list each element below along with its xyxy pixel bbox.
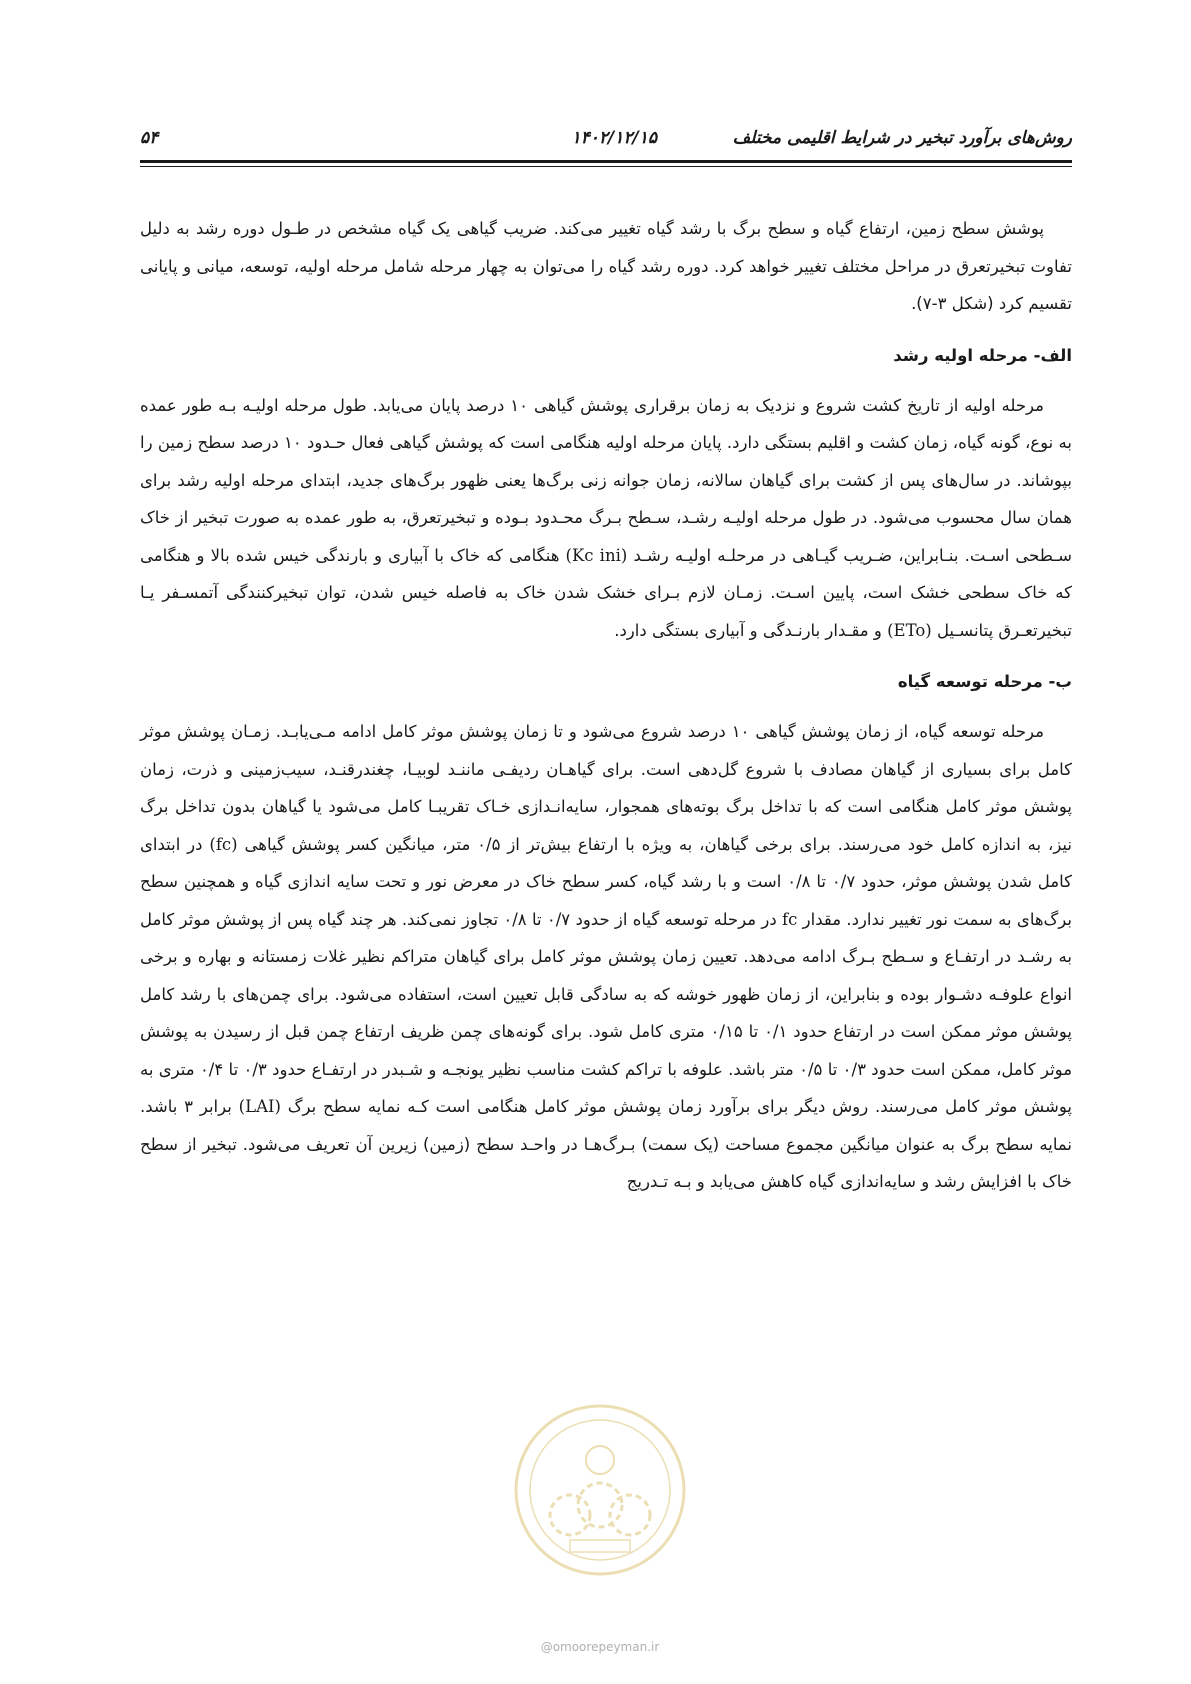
document-body bbox=[140, 210, 1072, 1201]
fc-term-inline: fc bbox=[781, 909, 798, 929]
section-heading-initial-stage: الف- مرحله اولیه رشد bbox=[893, 345, 1072, 365]
header-rule-thick bbox=[140, 160, 1072, 163]
eto-term: (ETo) bbox=[887, 620, 932, 640]
kc-ini-term: (Kc ini) bbox=[565, 545, 628, 565]
page-header bbox=[140, 120, 1072, 156]
page-number: ۵۴ bbox=[140, 128, 159, 148]
running-title: روش‌های برآورد تبخیر در شرایط اقلیمی مختلف bbox=[732, 128, 1072, 148]
development-stage-paragraph: مرحله توسعه گیاه، از زمان پوشش گیاهی ۱۰ درصد شروع می‌شود و تا زمان پوشش موثر کامل ادامه مـی‌یابـد. زمـان پوشش موثر کامل برای بسیاری از گیاهان مصادف با شروع گل‌دهی است. برای گیاهـان ردیفـی ماننـد لوبیـا، چغندرقنـد، سیب‌زمینی و ذرت، زمان پوشش موثر کامل هنگامی است که با تداخل برگ بوته‌های همجوار، سایه‌انـدازی خـاک تقریبـا کامل می‌شود یا گیاهان بدون تداخل برگ نیز، به اندازه کامل خود می‌رسند. برای برخی گیاهان، به ویژه با ارتفاع بیش‌تر از ۰/۵ متر، میانگین کسر پوشش گیاهی (fc) در ابتدای کامل شدن پوشش موثر، حدود ۰/۷ تا ۰/۸ است و با رشد گیاه، کسر سطح خاک در معرض نور و تحت سایه اندازی گیاه و همچنین سطح برگ‌های به سمت نور تغییر ندارد. مقدار fc در مرحله توسعه گیاه از حدود ۰/۷ تا ۰/۸ تجاوز نمی‌کند. هر چند گیاه پس از پوشش موثر کامل به رشـد در ارتفـاع و سـطح بـرگ ادامه می‌دهد. تعیین زمان پوشش موثر کامل برای گیاهان متراکم نظیر غلات زمستانه و بهاره و برخی انواع علوفـه دشـوار بوده و بنابراین، از زمان ظهور خوشه که به سادگی قابل تعیین است، استفاده می‌شود. برای چمن‌های با رشد کامل پوشش موثر ممکن است در ارتفاع حدود ۰/۱ تا ۰/۱۵ متری کامل شود. برای گونه‌های چمن ظریف ارتفاع چمن قبل از رسیدن به پوشش موثر کامل، ممکن است حدود ۰/۳ تا ۰/۵ متر باشد. علوفه با تراکم کشت مناسب نظیر یونجـه و شـبدر در ارتفـاع حدود ۰/۳ تا ۰/۴ متری به پوشش موثر کامل می‌رسند. روش دیگر برای برآورد زمان پوشش موثر کامل هنگامی است کـه نمایه سطح برگ (LAI) برابر ۳ باشد. نمایه سطح برگ به عنوان میانگین مجموع مساحت (یک سمت) بـرگ‌هـا در واحـد سطح (زمین) زیرین آن تعریف می‌شود. تبخیر از سطح خاک با افزایش رشد و سایه‌اندازی گیاه کاهش می‌یابد و بـه تـدریج bbox=[140, 722, 1073, 1191]
header-rule-thin bbox=[140, 166, 1072, 167]
publisher-seal-watermark bbox=[510, 1400, 690, 1580]
initial-stage-paragraph: مرحله اولیه از تاریخ کشت شروع و نزدیک به زمان برقراری پوشش گیاهی ۱۰ درصد پایان می‌یابد. طول مرحله اولیـه بـه طور عمده به نوع، گونه گیاه، زمان کشت و اقلیم بستگی دارد. پایان مرحله اولیه هنگامی است که پوشش گیاهی فعال حـدود ۱۰ درصد سطح زمین را بپوشاند. در سال‌های پس از کشت برای گیاهان سالانه، زمان جوانه زنی برگ‌ها یعنی ظهور برگ‌های جدید، ابتدای مرحله اولیه رشد برای همان سال محسوب می‌شود. در طول مرحله اولیـه رشـد، سـطح بـرگ محـدود بـوده و تبخیرتعرق، به طور عمده به صورت تبخیر از خاک سـطحی اسـت. بنـابراین، ضـریب گیـاهی در مرحلـه اولیـه رشـد (Kc ini) هنگامی که خاک با آبیاری و بارندگی خیس شده بالا و هنگامی که خاک سطحی خشک است، پایین اسـت. زمـان لازم بـرای خشک شدن خاک به فاصله خیس شدن، توان تبخیرکنندگی آتمسـفر یـا تبخیرتعـرق پتانسـیل (ETo) و مقـدار بارنـدگی و آبیاری بستگی دارد. bbox=[140, 395, 1073, 640]
intro-paragraph: پوشش سطح زمین، ارتفاع گیاه و سطح برگ با رشد گیاه تغییر می‌کند. ضریب گیاهی یک گیاه مشخص در طـول دوره رشد به دلیل تفاوت تبخیرتعرق در مراحل مختلف تغییر خواهد کرد. دوره رشد گیاه را می‌توان به چهار مرحله شامل مرحله اولیه، توسعه، میانی و پایانی تقسیم کرد (شکل ۳-۷). bbox=[140, 219, 1072, 313]
lai-term: (LAI) bbox=[238, 1097, 281, 1116]
watermark-url: @omoorepeyman.ir bbox=[540, 1640, 660, 1654]
header-date: ۱۴۰۲/۱۲/۱۵ bbox=[571, 128, 657, 148]
section-heading-development-stage: ب- مرحله توسعه گیاه bbox=[897, 672, 1072, 691]
fc-term: (fc) bbox=[209, 834, 238, 854]
